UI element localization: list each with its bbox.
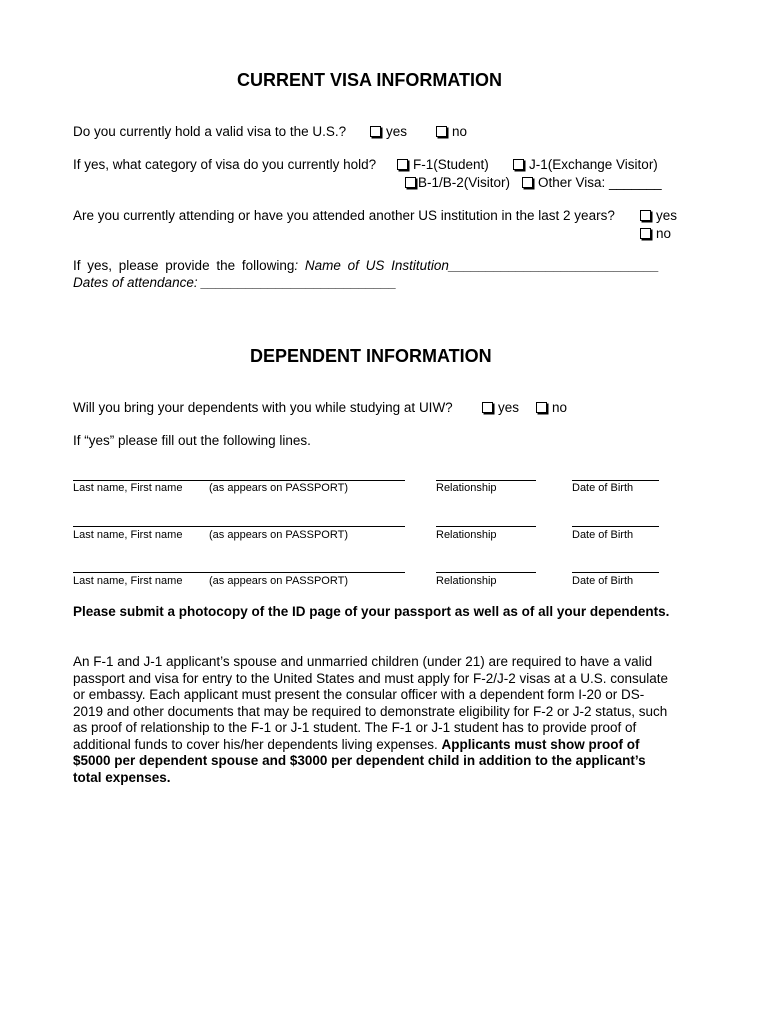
visa-f1-option[interactable]	[397, 157, 489, 173]
relationship-label: Relationship	[436, 529, 497, 541]
checkbox-icon[interactable]	[482, 402, 493, 413]
dob-label: Date of Birth	[572, 482, 634, 494]
passport-label: (as appears on PASSPORT)	[209, 482, 348, 494]
checkbox-icon[interactable]	[405, 177, 416, 188]
attended-yes-label: yes	[656, 208, 678, 223]
valid-visa-no-label: no	[452, 124, 468, 139]
dependent-info-title: DEPENDENT INFORMATION	[250, 346, 492, 366]
dob-label: Date of Birth	[572, 529, 634, 541]
dependent-name-line[interactable]	[73, 480, 405, 481]
dob-line[interactable]	[572, 572, 659, 573]
bring-dependents-question: Will you bring your dependents with you while studying at UIW?	[73, 400, 453, 415]
visa-j1-label: J-1(Exchange Visitor)	[529, 157, 658, 172]
attended-no-label: no	[656, 226, 672, 241]
dependent-name-line[interactable]	[73, 526, 405, 527]
visa-other-label: Other Visa: _______	[538, 175, 662, 190]
valid-visa-yes-label: yes	[386, 124, 408, 139]
checkbox-icon[interactable]	[522, 177, 533, 188]
institution-prompt: If yes, please provide the following	[73, 258, 295, 273]
dates-of-attendance-field[interactable]: Dates of attendance: __________________________	[73, 275, 397, 290]
dob-line[interactable]	[572, 526, 659, 527]
attended-us-institution-question: Are you currently attending or have you attended another US institution in the last 2 years?	[73, 208, 615, 223]
checkbox-icon[interactable]	[436, 126, 447, 137]
dob-label: Date of Birth	[572, 575, 634, 587]
relationship-line[interactable]	[436, 480, 536, 481]
checkbox-icon[interactable]	[513, 159, 524, 170]
visa-b1-option[interactable]	[405, 175, 510, 191]
dependent-name-line[interactable]	[73, 572, 405, 573]
name-label: Last name, First name	[73, 482, 183, 494]
visa-j1-option[interactable]	[513, 157, 658, 173]
attended-no-option[interactable]	[640, 226, 671, 242]
relationship-line[interactable]	[436, 572, 536, 573]
visa-f1-label: F-1(Student)	[413, 157, 489, 172]
name-label: Last name, First name	[73, 529, 183, 541]
dependents-no-option[interactable]	[536, 400, 567, 416]
checkbox-icon[interactable]	[370, 126, 381, 137]
requirements-text: An F-1 and J-1 applicant’s spouse and unmarried children (under 21) are required to have a valid passport and visa for entry to the United States and must apply for F-2/J-2 visas at a U.S. consulate or embassy. Each applicant must present the consular officer with a dependent form I-20 or DS-2019 and other documents that may be required to demonstrate eligibility for F-2 or J-2 status, such as proof of relationship to the F-1 or J-1 student. The F-1 or J-1 student has to provide proof of additional funds to cover his/her dependents living expenses.	[73, 654, 669, 752]
relationship-line[interactable]	[436, 526, 536, 527]
attended-yes-option[interactable]	[640, 208, 677, 224]
visa-category-question: If yes, what category of visa do you currently hold?	[73, 157, 377, 172]
relationship-label: Relationship	[436, 482, 497, 494]
name-label: Last name, First name	[73, 575, 183, 587]
dependents-yes-label: yes	[498, 400, 520, 415]
dependents-yes-option[interactable]	[482, 400, 519, 416]
funds-requirement-text: Applicants must show proof of $5000 per dependent spouse and $3000 per dependent child in addition to the applicant’s total expenses.	[73, 736, 646, 785]
valid-visa-no-option[interactable]	[436, 124, 467, 140]
passport-label: (as appears on PASSPORT)	[209, 575, 348, 587]
valid-visa-question: Do you currently hold a valid visa to the U.S.?	[73, 124, 347, 139]
fill-lines-instruction: If “yes” please fill out the following lines.	[73, 433, 311, 448]
dependents-no-label: no	[552, 400, 568, 415]
institution-name-label: : Name of US Institution____________________________	[294, 258, 660, 273]
visa-other-option[interactable]	[522, 175, 662, 191]
passport-label: (as appears on PASSPORT)	[209, 529, 348, 541]
checkbox-icon[interactable]	[397, 159, 408, 170]
checkbox-icon[interactable]	[640, 210, 651, 221]
checkbox-icon[interactable]	[536, 402, 547, 413]
relationship-label: Relationship	[436, 575, 497, 587]
visa-b1-label: B-1/B-2(Visitor)	[418, 175, 511, 190]
institution-name-field[interactable]	[73, 258, 659, 274]
valid-visa-yes-option[interactable]	[370, 124, 407, 140]
checkbox-icon[interactable]	[640, 228, 651, 239]
current-visa-title: CURRENT VISA INFORMATION	[237, 70, 502, 90]
dependent-requirements-paragraph	[73, 654, 673, 786]
dob-line[interactable]	[572, 480, 659, 481]
passport-submit-note: Please submit a photocopy of the ID page of your passport as well as of all your dependents.	[73, 604, 670, 619]
